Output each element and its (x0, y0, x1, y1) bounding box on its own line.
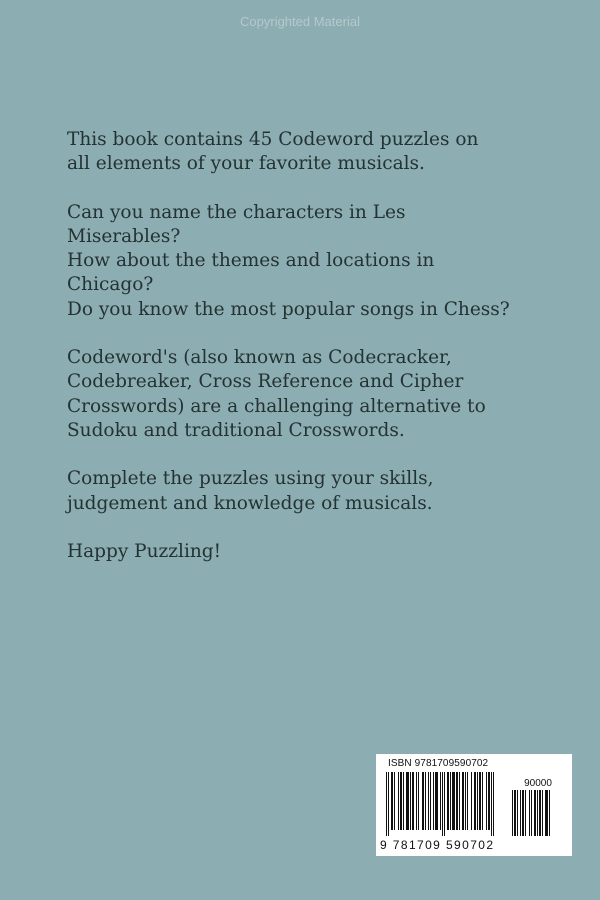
barcode-bar (486, 772, 487, 830)
questions-paragraph (67, 201, 537, 322)
question-line: Chicago? (67, 274, 154, 296)
intro-line: This book contains 45 Codeword puzzles on (67, 129, 479, 150)
barcode-bar (531, 790, 532, 836)
barcode-bar (394, 772, 395, 830)
description-line: Codebreaker, Cross Reference and Cipher (67, 371, 464, 393)
barcode-bar (549, 790, 550, 836)
intro-line: all elements of your favorite musicals. (67, 153, 425, 175)
question-line: Miserables? (67, 225, 181, 247)
barcode-bar (388, 772, 389, 836)
barcode-bar (447, 772, 449, 830)
barcode-bar (406, 772, 409, 830)
barcode-bar (542, 790, 543, 836)
signoff-line: Happy Puzzling! (67, 540, 222, 562)
barcode-bar (410, 772, 411, 830)
barcode-bar (403, 772, 404, 830)
barcode-bar (471, 772, 472, 830)
barcode-bar (529, 790, 530, 836)
barcode-bar (482, 772, 483, 830)
isbn-label: ISBN 9781709590702 (388, 758, 489, 769)
barcode-bar (534, 790, 536, 836)
barcode-bar (433, 772, 434, 830)
isbn-barcode (376, 754, 572, 856)
barcode-bar (477, 772, 478, 830)
barcode-bar (491, 772, 492, 836)
barcode-bar (428, 772, 429, 830)
barcode-bar (435, 772, 438, 830)
description-line: Sudoku and traditional Crosswords. (67, 419, 405, 441)
question-line: How about the themes and locations in (67, 250, 435, 272)
barcode-bar (418, 772, 419, 830)
barcode-bar (462, 772, 464, 830)
barcode-bar (479, 772, 481, 830)
description-line: Codeword's (also known as Codecracker, (67, 347, 452, 369)
instruction-line: Complete the puzzles using your skills, (67, 468, 434, 490)
barcode-bar (430, 772, 431, 830)
barcode-bar (450, 772, 451, 830)
description-paragraph (67, 346, 537, 443)
barcode-bar (452, 772, 455, 830)
signoff-paragraph (67, 540, 537, 564)
barcode-bar (425, 772, 426, 830)
barcode-bar (545, 790, 548, 836)
barcode-bar (459, 772, 460, 830)
barcode-bar (400, 772, 402, 830)
question-line: Do you know the most popular songs in Chess? (67, 298, 510, 320)
barcode-bar (537, 790, 538, 836)
barcode-bar (539, 790, 541, 836)
barcode-bar (440, 772, 441, 830)
barcode-bar (416, 772, 417, 830)
barcode-bar (391, 772, 393, 830)
addon-number: 90000 (524, 778, 552, 789)
intro-paragraph (67, 128, 537, 177)
barcode-bar (412, 772, 414, 830)
barcode-bar (488, 772, 490, 830)
addon-barcode-bars (510, 790, 562, 838)
barcode-bar (465, 772, 466, 830)
back-cover-blurb (67, 128, 537, 588)
barcode-bar (442, 772, 443, 836)
question-line: Can you name the characters in Les (67, 201, 406, 223)
barcode-bar (422, 772, 424, 830)
barcode-bar (493, 772, 494, 836)
barcode-bar (444, 772, 445, 836)
barcode-bar (512, 790, 513, 836)
barcode-bar (456, 772, 458, 830)
barcode-bar (514, 790, 516, 836)
barcode-bar (525, 790, 526, 836)
barcode-digits: 9 781709 590702 (380, 838, 495, 852)
barcode-bar (467, 772, 468, 830)
barcode-bar (522, 790, 524, 836)
main-barcode-bars (384, 772, 506, 838)
barcode-bar (398, 772, 399, 830)
description-line: Crosswords) are a challenging alternative to (67, 395, 486, 417)
barcode-bar (520, 790, 521, 836)
copyright-watermark-top: Copyrighted Material (240, 14, 360, 29)
barcode-bar (474, 772, 476, 830)
barcode-bar (517, 790, 518, 836)
instruction-paragraph (67, 467, 537, 516)
barcode-bar (386, 772, 387, 836)
instruction-line: judgement and knowledge of musicals. (67, 492, 433, 514)
